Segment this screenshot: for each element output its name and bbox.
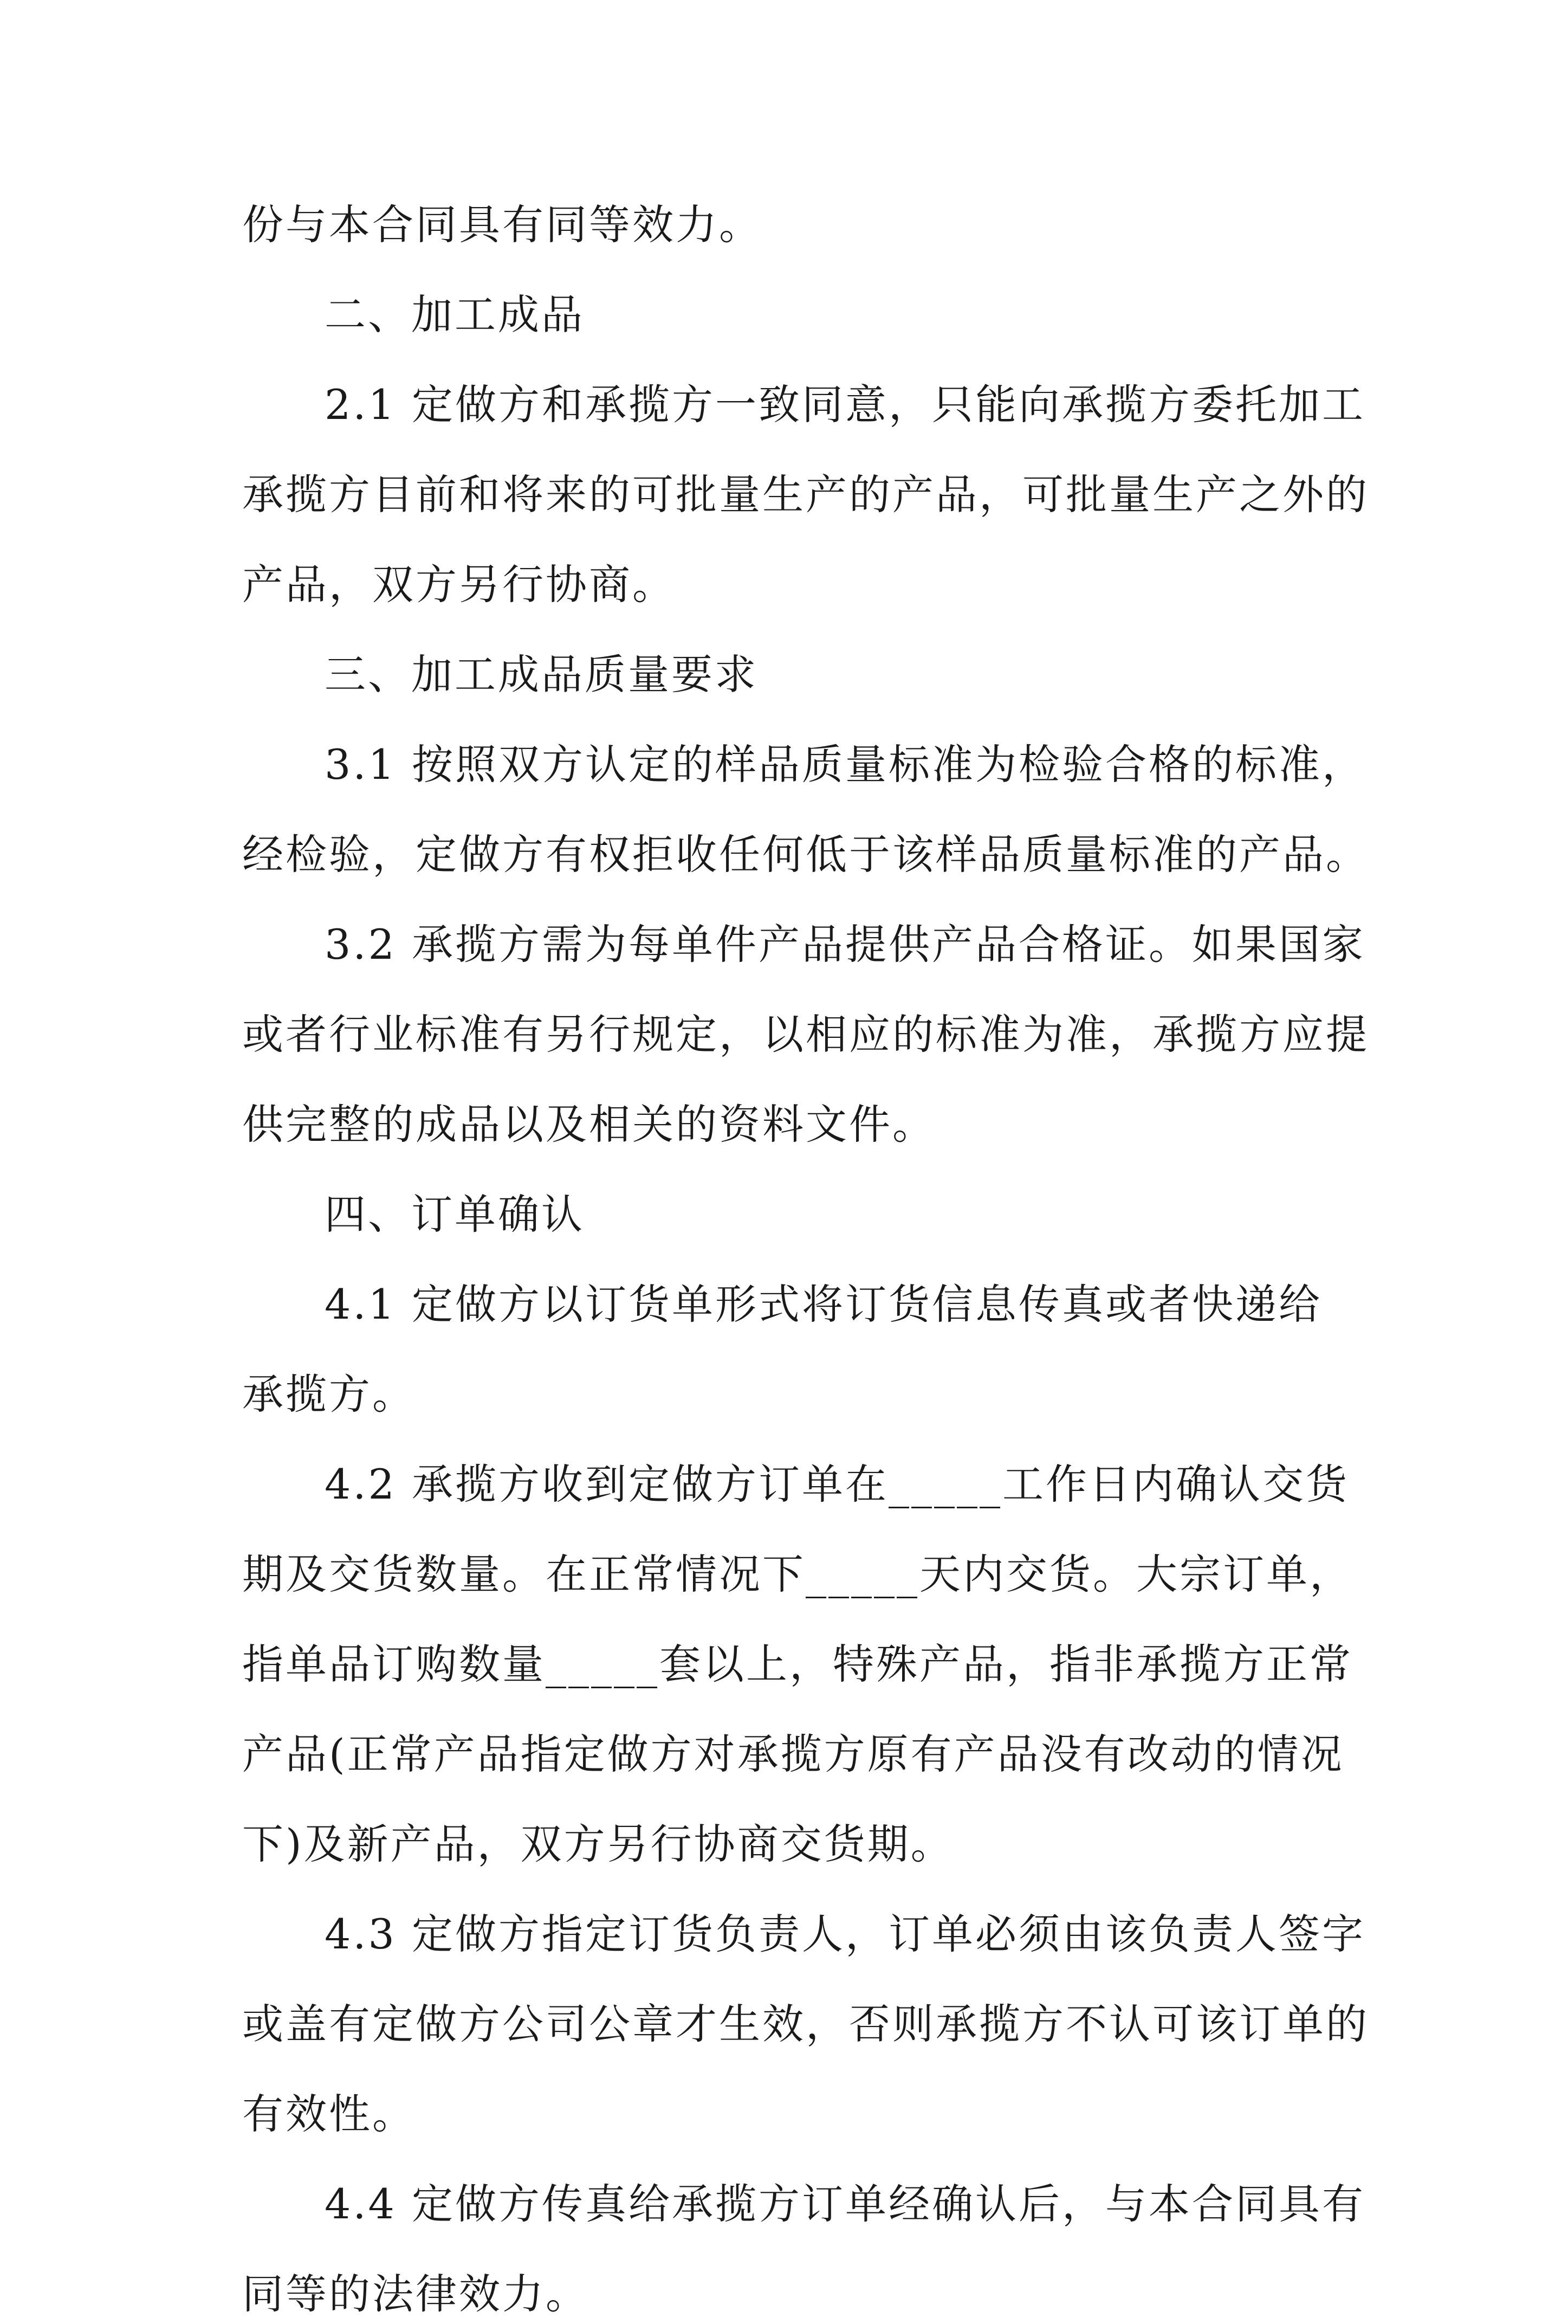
text-line: 指单品订购数量_____套以上，特殊产品，指非承揽方正常 bbox=[242, 1640, 1353, 1688]
text-line: 份与本合同具有同等效力。 bbox=[242, 201, 762, 249]
text-line: 承揽方。 bbox=[242, 1370, 416, 1418]
text-line: 或者行业标准有另行规定，以相应的标准为准，承揽方应提 bbox=[242, 1010, 1369, 1058]
section-heading: 二、加工成品 bbox=[325, 290, 585, 339]
text-line: 承揽方目前和将来的可批量生产的产品，可批量生产之外的 bbox=[242, 470, 1369, 519]
text-line: 供完整的成品以及相关的资料文件。 bbox=[242, 1100, 936, 1148]
text-line: 3.1 按照双方认定的样品质量标准为检验合格的标准， bbox=[325, 740, 1366, 789]
text-line: 产品，双方另行协商。 bbox=[242, 560, 676, 609]
text-line: 同等的法律效力。 bbox=[242, 2270, 589, 2318]
text-line: 4.1 定做方以订货单形式将订货信息传真或者快递给 bbox=[325, 1280, 1323, 1328]
text-line: 4.4 定做方传真给承揽方订单经确认后，与本合同具有 bbox=[325, 2180, 1366, 2228]
text-line: 有效性。 bbox=[242, 2090, 416, 2138]
text-line: 或盖有定做方公司公章才生效，否则承揽方不认可该订单的 bbox=[242, 2000, 1369, 2048]
text-line: 4.3 定做方指定订货负责人，订单必须由该负责人签字 bbox=[325, 1910, 1366, 1958]
text-line: 期及交货数量。在正常情况下_____天内交货。大宗订单， bbox=[242, 1550, 1353, 1598]
text-line: 3.2 承揽方需为每单件产品提供产品合格证。如果国家 bbox=[325, 920, 1366, 969]
text-line: 产品(正常产品指定做方对承揽方原有产品没有改动的情况 bbox=[242, 1730, 1344, 1778]
section-heading: 三、加工成品质量要求 bbox=[325, 650, 758, 699]
text-line: 2.1 定做方和承揽方一致同意，只能向承揽方委托加工 bbox=[325, 380, 1366, 429]
text-line: 下)及新产品，双方另行协商交货期。 bbox=[242, 1820, 954, 1868]
section-heading: 四、订单确认 bbox=[325, 1190, 585, 1238]
text-line: 4.2 承揽方收到定做方订单在_____工作日内确认交货 bbox=[325, 1460, 1350, 1508]
text-line: 经检验，定做方有权拒收任何低于该样品质量标准的产品。 bbox=[242, 830, 1369, 879]
